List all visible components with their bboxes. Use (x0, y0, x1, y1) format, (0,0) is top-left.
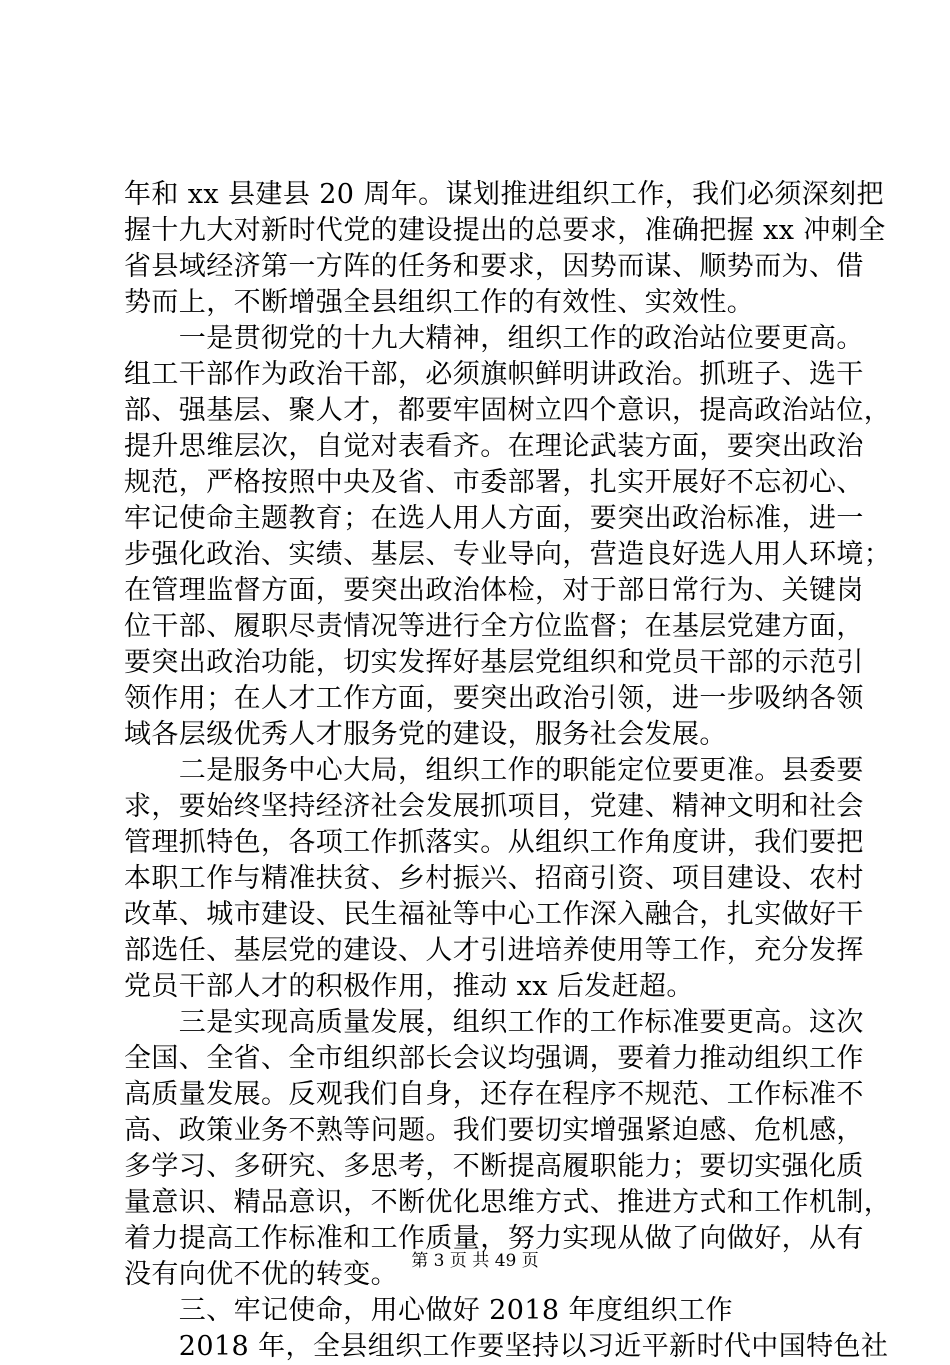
page-number: 第 3 页 共 49 页 (411, 1251, 539, 1271)
text-line: 高、政策业务不熟等问题。我们要切实增强紧迫感、危机感， (124, 1115, 864, 1146)
text-line: 三是实现高质量发展，组织工作的工作标准要更高。这次 (124, 1007, 864, 1038)
text-line: 多学习、多研究、多思考，不断提高履职能力；要切实强化质 (124, 1151, 864, 1182)
text-line: 2018 年，全县组织工作要坚持以习近平新时代中国特色社 (124, 1331, 889, 1362)
text-line: 步强化政治、实绩、基层、专业导向，营造良好选人用人环境； (124, 539, 892, 570)
section-heading: 三、牢记使命，用心做好 2018 年度组织工作 (124, 1295, 733, 1326)
text-line: 省县域经济第一方阵的任务和要求，因势而谋、顺势而为、借 (124, 251, 864, 282)
text-line: 组工干部作为政治干部，必须旗帜鲜明讲政治。抓班子、选干 (124, 359, 864, 390)
text-line: 着力提高工作标准和工作质量，努力实现从做了向做好，从有 (124, 1223, 864, 1254)
text-line: 提升思维层次，自觉对表看齐。在理论武装方面，要突出政治 (124, 431, 864, 462)
text-line: 牢记使命主题教育；在选人用人方面，要突出政治标准，进一 (124, 503, 864, 534)
document-body (124, 177, 892, 1365)
text-line: 改革、城市建设、民生福祉等中心工作深入融合，扎实做好干 (124, 899, 864, 930)
text-line: 没有向优不优的转变。 (124, 1259, 398, 1290)
text-line: 年和 xx 县建县 20 周年。谋划推进组织工作，我们必须深刻把 (124, 179, 884, 210)
text-line: 部选任、基层党的建设、人才引进培养使用等工作，充分发挥 (124, 935, 864, 966)
page-footer (0, 1250, 950, 1272)
text-line: 二是服务中心大局，组织工作的职能定位要更准。县委要 (124, 755, 864, 786)
text-line: 本职工作与精准扶贫、乡村振兴、招商引资、项目建设、农村 (124, 863, 864, 894)
text-line: 域各层级优秀人才服务党的建设，服务社会发展。 (124, 719, 727, 750)
text-line: 全国、全省、全市组织部长会议均强调，要着力推动组织工作 (124, 1043, 864, 1074)
text-line: 管理抓特色，各项工作抓落实。从组织工作角度讲，我们要把 (124, 827, 864, 858)
text-line: 党员干部人才的积极作用，推动 xx 后发赶超。 (124, 971, 694, 1002)
text-line: 势而上，不断增强全县组织工作的有效性、实效性。 (124, 287, 755, 318)
text-line: 高质量发展。反观我们自身，还存在程序不规范、工作标准不 (124, 1079, 864, 1110)
text-line: 部、强基层、聚人才，都要牢固树立四个意识，提高政治站位， (124, 395, 892, 426)
text-line: 在管理监督方面，要突出政治体检，对于部日常行为、关键岗 (124, 575, 864, 606)
text-line: 握十九大对新时代党的建设提出的总要求，准确把握 xx 冲刺全 (124, 215, 886, 246)
text-line: 一是贯彻党的十九大精神，组织工作的政治站位要更高。 (124, 323, 864, 354)
text-line: 位干部、履职尽责情况等进行全方位监督；在基层党建方面， (124, 611, 864, 642)
text-line: 要突出政治功能，切实发挥好基层党组织和党员干部的示范引 (124, 647, 864, 678)
text-line: 领作用；在人才工作方面，要突出政治引领，进一步吸纳各领 (124, 683, 864, 714)
text-line: 求，要始终坚持经济社会发展抓项目，党建、精神文明和社会 (124, 791, 864, 822)
text-line: 量意识、精品意识，不断优化思维方式、推进方式和工作机制， (124, 1187, 892, 1218)
text-line: 规范，严格按照中央及省、市委部署，扎实开展好不忘初心、 (124, 467, 864, 498)
